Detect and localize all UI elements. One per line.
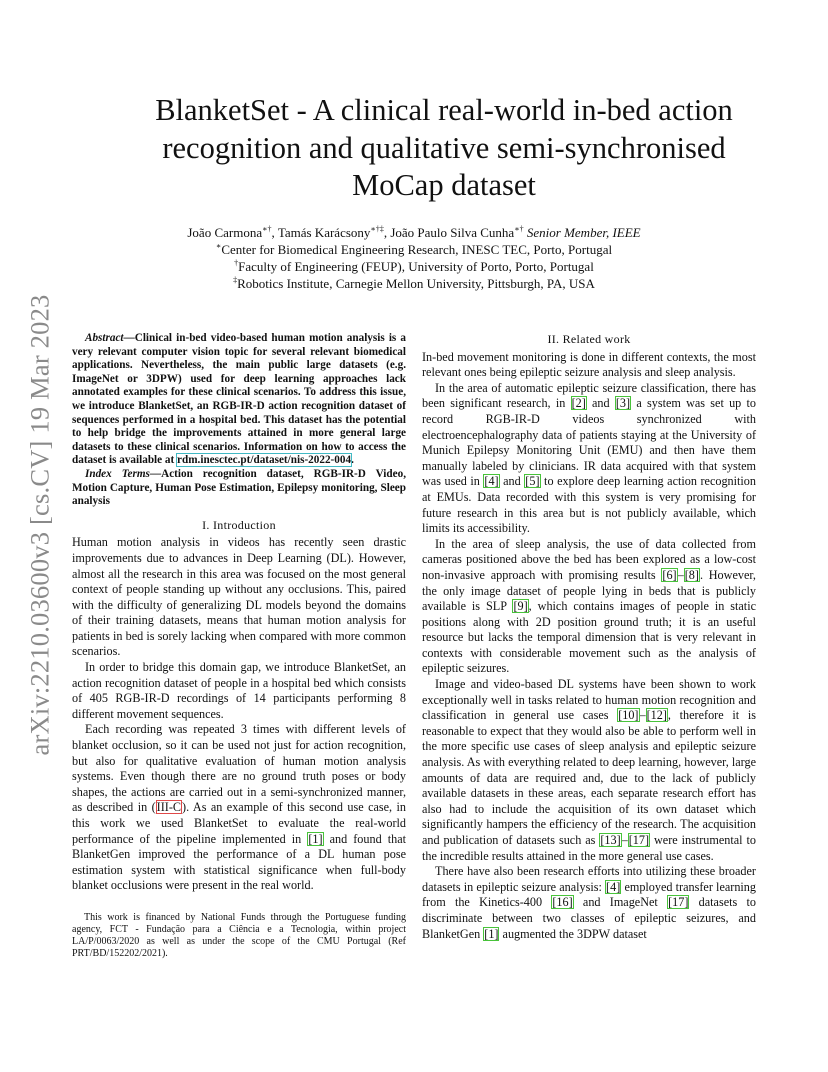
citation-link[interactable]: [10] <box>618 708 639 723</box>
author-block <box>0 224 828 292</box>
paper-title <box>60 92 828 205</box>
affiliation-1-mark: ∗ <box>215 241 222 251</box>
title-line-2: recognition and qualitative semi-synchronised <box>162 130 726 165</box>
citation-link[interactable]: [1] <box>484 926 499 941</box>
related-paragraph-1: In-bed movement monitoring is done in different contexts, the most relevant ones being epileptic seizure analysis and sleep analysis. <box>422 349 756 380</box>
section-reference-link[interactable]: III-C <box>156 800 182 815</box>
citation-link[interactable]: [17] <box>668 895 689 910</box>
rw-p5-a: There have also been research efforts into utilizing these broader datasets in epileptic seizure analysis: <box>422 864 756 894</box>
related-paragraph-2 <box>422 381 756 537</box>
title-line-1: BlanketSet - A clinical real-world in-bed action <box>155 93 733 127</box>
intro-p3-text-b: ). As an example of this second use case, in this work we used BlanketSet to evaluate the real-world performance of the pipeline implemented in <box>72 800 406 846</box>
related-paragraph-3 <box>422 537 756 677</box>
rw-p5-d: datasets to discriminate between two classes of epileptic seizures, and BlanketGen <box>422 895 756 941</box>
right-column <box>422 332 756 942</box>
affiliation-3 <box>0 275 828 292</box>
index-terms-label: Index Terms <box>85 467 150 480</box>
abstract-label: Abstract <box>85 332 124 344</box>
affiliation-1 <box>0 241 828 258</box>
intro-p3-text-c: and found that BlanketGen improved the performance of a DL human pose estimation system with statistical significance when full-body blanket occlusions were present in the real world. <box>72 831 406 893</box>
abstract-end: . <box>351 454 354 467</box>
author-3-marks: ∗† <box>514 224 524 234</box>
rw-p2-a: In the area of automatic epileptic seizure classification, there has been significant research, in <box>422 380 756 411</box>
rw-p5-e: augmented the 3DPW dataset <box>499 926 647 941</box>
affiliation-3-text: Robotics Institute, Carnegie Mellon University, Pittsburgh, PA, USA <box>237 276 595 291</box>
citation-link[interactable]: [13] <box>600 833 621 847</box>
intro-paragraph-1: Human motion analysis in videos has recently seen drastic improvements due to advances in Deep Learning (DL). However, almost all the research in this area was focused on the most general context of people standing up without any occlusions. This, paired with the difficulty of generalizing DL models beyond the domains of their training datasets, means that human motion analysis for patients in bed is sorely lacking when compared with more common scenarios. <box>72 535 406 659</box>
rw-p5-b: employed transfer learning from the Kinetics-400 <box>422 879 756 910</box>
rw-p3-b: . However, the only image dataset of people lying in beds that is publicly available is SLP <box>422 567 756 614</box>
citation-link[interactable]: [6] <box>662 567 677 582</box>
arxiv-sidebar-stamp <box>10 280 70 770</box>
range-dash: – <box>639 708 646 723</box>
funding-footnote: This work is financed by National Funds through the Portuguese funding agency, FCT - Fundação para a Ciência e a Tecnologia, within project LA/P/0063/2020 as well as under the scope of the CMU Portugal (Ref PRT/BD/152202/2021). <box>72 911 406 959</box>
affiliation-1-text: Center for Biomedical Engineering Research, INESC TEC, Porto, Portugal <box>221 242 613 257</box>
related-paragraph-5 <box>422 864 756 942</box>
affiliation-2 <box>0 258 828 275</box>
affiliation-2-mark: † <box>234 258 239 268</box>
author-line: João Carmona∗†, Tamás Karácsony∗†‡, João Paulo Silva Cunha∗† Senior Member, IEEE <box>187 224 641 240</box>
rw-p2-e: to explore deep learning action recognition at EMUs. Data recorded with this system is very promising for future research in this area but is not publicly available, which limits its accessibility. <box>422 474 756 536</box>
arxiv-identifier: arXiv:2210.03600v3 [cs.CV] 19 Mar 2023 <box>24 294 55 756</box>
author-1: João Carmona <box>187 225 263 240</box>
rw-p3-c: , which contains images of people in static positions along with 2D position ground truth; it is an useful resource but lacks the temporal dimension that is very relevant in contexts with considerable movement such as the analysis of epileptic seizures. <box>422 599 756 676</box>
citation-link[interactable]: [5] <box>525 474 540 489</box>
rw-p4-c: were instrumental to the incredible results attained in the more general use cases. <box>422 833 756 863</box>
abstract <box>72 332 406 468</box>
citation-link[interactable]: [17] <box>628 833 650 847</box>
citation-link[interactable]: [1] <box>308 831 323 846</box>
affiliation-3-mark: ‡ <box>233 275 238 285</box>
index-terms-body: —Action recognition dataset, RGB-IR-D Video, Motion Capture, Human Pose Estimation, Epilepsy monitoring, Sleep analysis <box>72 467 406 508</box>
author-2-marks: ∗†‡ <box>370 224 384 234</box>
author-3: João Paulo Silva Cunha <box>390 225 515 240</box>
rw-p2-c: a system was set up to record RGB-IR-D videos synchronized with electroencephalography data of patients staying at the University of Munich Epilepsy Monitoring Unit (EMU) and then have them manually labeled by clinicians. IR data acquired with that system was used in <box>422 396 756 489</box>
author-1-marks: ∗† <box>262 224 272 234</box>
citation-link[interactable]: [4] <box>484 474 499 489</box>
title-line-3: MoCap dataset <box>352 168 536 202</box>
citation-link[interactable]: [4] <box>606 879 621 894</box>
range-dash: – <box>621 833 628 847</box>
section-heading-related-work: II. Related work <box>547 332 631 346</box>
citation-link[interactable]: [3] <box>615 396 631 411</box>
intro-p3-text-a: Each recording was repeated 3 times with different levels of blanket occlusion, so it can be used not just for action recognition, but also for qualitative evaluation of human motion analysis systems. Even though there are no ground truth poses or body shapes, the actions are carried out in a semi-synchronized manner, as described in ( <box>72 722 406 815</box>
rw-p3-a: In the area of sleep analysis, the use of data collected from cameras positioned above the bed has been explored as a low-cost non-invasive approach with promising results <box>422 536 756 582</box>
citation-link[interactable]: [16] <box>552 895 573 910</box>
affiliation-2-text: Faculty of Engineering (FEUP), University of Porto, Porto, Portugal <box>238 259 594 274</box>
index-terms <box>72 468 406 509</box>
rw-p2-b: and <box>586 396 615 411</box>
citation-link[interactable]: [8] <box>684 567 699 582</box>
range-dash: – <box>677 567 684 582</box>
citation-link[interactable]: [9] <box>513 599 528 614</box>
intro-paragraph-3 <box>72 722 406 894</box>
section-heading-introduction: I. Introduction <box>202 517 276 532</box>
citation-link[interactable]: [12] <box>646 708 667 723</box>
abstract-body: —Clinical in-bed video-based human motion analysis is a very relevant computer vision topic for several relevant biomedical applications. Nevertheless, the main public large datasets (e.g. ImageNet or 3DPW) used for deep learning approaches lack annotated examples for these clinical scenarios. To address this issue, we introduce BlanketSet, an RGB-IR-D action recognition dataset of sequences performed in a hospital bed. This dataset has the potential to help bridge the improvements attained in more general large datasets to these clinical scenarios. Information on how to access the dataset is available at <box>72 332 406 467</box>
rw-p4-a: Image and video-based DL systems have been shown to work exceptionally well in tasks related to human motion recognition and classification in general use cases <box>422 677 756 723</box>
author-2: Tamás Karácsony <box>277 225 371 240</box>
dataset-link[interactable]: rdm.inesctec.pt/dataset/nis-2022-004 <box>177 454 352 467</box>
rw-p4-b: , therefore it is reasonable to expect that they would also be able to perform well in the more specific use cases of sleep analysis and epileptic seizure analysis. As with everything related to deep learning, however, large amounts of data are required and, due to the lack of publicly available datasets in these areas, each separate research effort has also had to include the acquisition of its own dataset which significantly hampers the efficiency of the research. The acquisition and publication of datasets such as <box>422 708 756 847</box>
citation-link[interactable]: [2] <box>571 396 586 411</box>
rw-p2-d: and <box>499 474 525 489</box>
left-column <box>72 332 406 960</box>
related-paragraph-4 <box>422 677 756 864</box>
ieee-membership: Senior Member, IEEE <box>526 225 641 240</box>
rw-p5-c: and ImageNet <box>573 895 668 910</box>
intro-paragraph-2: In order to bridge this domain gap, we introduce BlanketSet, an action recognition dataset of people in a hospital bed which consists of 405 RGB-IR-D recordings of 14 participants performing 8 different movement sequences. <box>72 660 406 721</box>
